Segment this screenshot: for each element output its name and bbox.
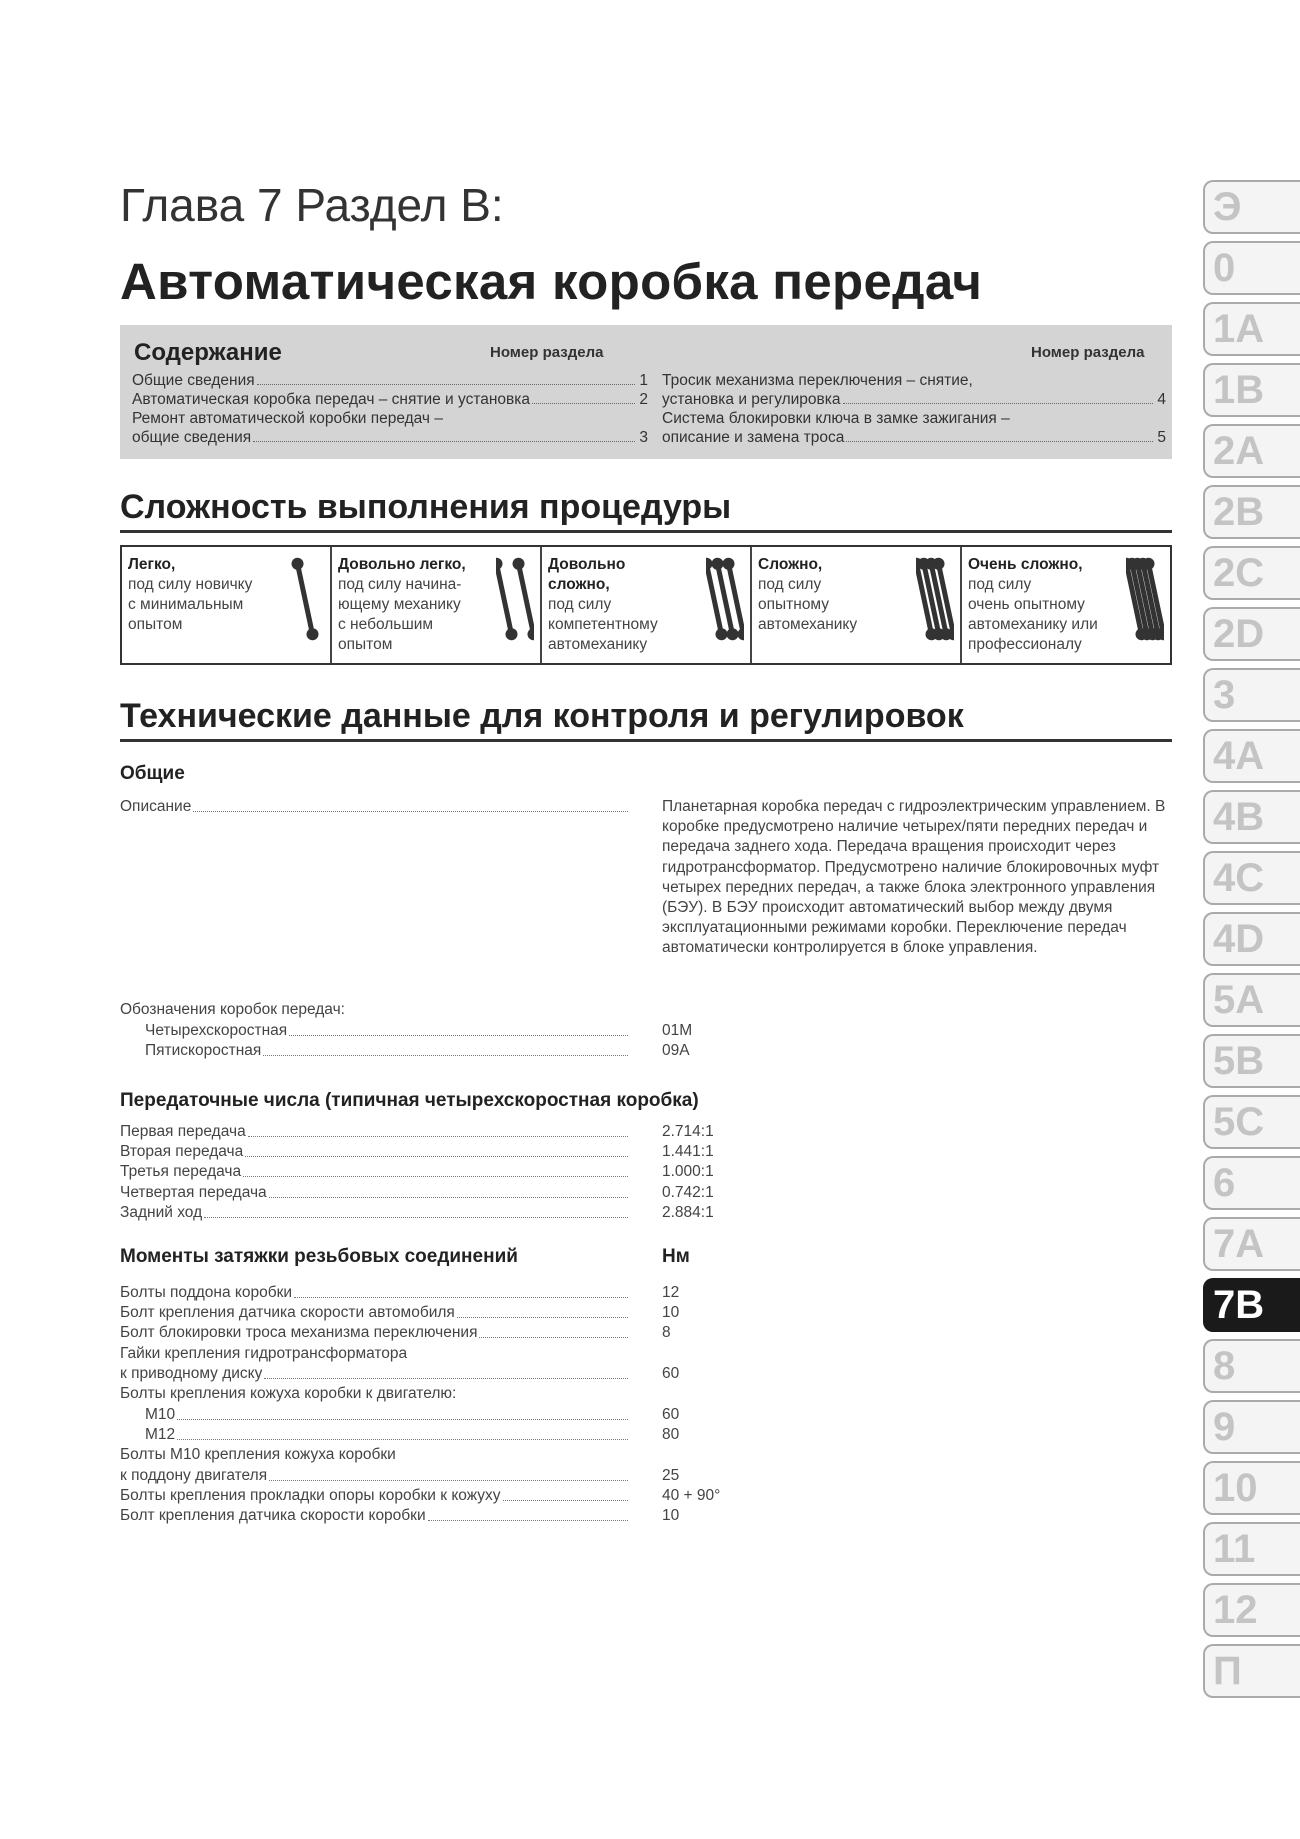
ratio-value: 0.742:1 — [662, 1184, 714, 1201]
ratio-value: 2.714:1 — [662, 1123, 714, 1140]
torque-label: к поддону двигателя — [120, 1467, 268, 1484]
designation-row — [145, 1021, 630, 1041]
contents-column-header-left: Номер раздела — [490, 344, 604, 361]
torque-row — [120, 1466, 630, 1486]
ratio-label: Первая передача — [120, 1123, 246, 1140]
difficulty-title: Довольно легко, — [338, 556, 466, 573]
torque-value: 25 — [662, 1467, 680, 1484]
chapter-tab-э[interactable]: Э — [1203, 180, 1300, 234]
chapter-tab-5c[interactable]: 5C — [1203, 1095, 1300, 1149]
difficulty-line: очень опытному — [968, 596, 1085, 613]
torque-label: M12 — [145, 1426, 176, 1443]
designation-name: Четырехскоростная — [145, 1022, 288, 1039]
torque-value: 60 — [662, 1365, 680, 1382]
toc-item-label: описание и замена троса — [662, 429, 845, 446]
torque-row — [120, 1303, 630, 1323]
contents-box — [120, 325, 1172, 459]
chapter-tab-4b[interactable]: 4B — [1203, 790, 1300, 844]
chapter-tab-12[interactable]: 12 — [1203, 1583, 1300, 1637]
difficulty-line: с минимальным — [128, 596, 244, 613]
designation-value: 09A — [662, 1042, 690, 1059]
torque-unit: Нм — [662, 1246, 690, 1267]
chapter-heading: Глава 7 Раздел В: — [120, 179, 504, 231]
wrench-level-2-icon — [496, 555, 534, 643]
ratios-subheading: Передаточные числа (типичная четырехскоростная коробка) — [120, 1090, 699, 1111]
wrench-level-4-icon — [916, 555, 954, 643]
chapter-tab-1b[interactable]: 1B — [1203, 363, 1300, 417]
chapter-tab-10[interactable]: 10 — [1203, 1461, 1300, 1515]
torque-row — [120, 1486, 630, 1506]
difficulty-title: Довольно — [548, 556, 626, 573]
torque-label: Болт блокировки троса механизма переключения — [120, 1324, 478, 1341]
difficulty-line: ющему механику — [338, 596, 461, 613]
chapter-tab-6[interactable]: 6 — [1203, 1156, 1300, 1210]
difficulty-level-3 — [542, 547, 752, 663]
toc-item-ignition[interactable] — [662, 409, 1166, 428]
chapter-tab-4d[interactable]: 4D — [1203, 912, 1300, 966]
toc-item-repair-cont[interactable] — [132, 428, 648, 447]
ratio-value: 1.441:1 — [662, 1143, 714, 1160]
torque-value: 12 — [662, 1284, 680, 1301]
ratio-value: 1.000:1 — [662, 1163, 714, 1180]
difficulty-line: автомеханику — [548, 636, 648, 653]
ratio-row — [120, 1142, 630, 1162]
general-subheading: Общие — [120, 763, 185, 784]
wrench-level-3-icon — [706, 555, 744, 643]
torque-value: 10 — [662, 1507, 680, 1524]
torque-value: 40 + 90° — [662, 1487, 721, 1504]
torque-row — [120, 1323, 630, 1343]
toc-item-general[interactable] — [132, 371, 648, 390]
torque-label: к приводному диску — [120, 1365, 263, 1382]
torque-row — [120, 1364, 630, 1384]
ratio-row — [120, 1183, 630, 1203]
chapter-tab-5b[interactable]: 5B — [1203, 1034, 1300, 1088]
contents-heading: Содержание — [134, 339, 282, 366]
torque-row — [145, 1425, 630, 1445]
torque-subheading: Моменты затяжки резьбовых соединений — [120, 1246, 518, 1267]
wrench-shape — [511, 557, 534, 642]
wrench-level-5-icon — [1126, 555, 1164, 643]
torque-value: 60 — [662, 1406, 680, 1423]
difficulty-line: под силу — [968, 576, 1032, 593]
difficulty-title: Очень сложно, — [968, 556, 1083, 573]
ratio-row — [120, 1122, 630, 1142]
torque-label: Гайки крепления гидротрансформатора — [120, 1345, 408, 1362]
designation-name: Пятискоростная — [145, 1042, 262, 1059]
difficulty-level-5 — [962, 547, 1170, 663]
toc-item-number: 3 — [639, 429, 648, 446]
difficulty-line: под силу — [548, 596, 612, 613]
ratio-row — [120, 1203, 630, 1223]
toc-item-number: 5 — [1157, 429, 1166, 446]
difficulty-line: опытом — [338, 636, 393, 653]
contents-column-header-right: Номер раздела — [1031, 344, 1145, 361]
toc-item-number: 2 — [639, 391, 648, 408]
chapter-tab-п[interactable]: П — [1203, 1644, 1300, 1698]
toc-item-label: Система блокировки ключа в замке зажигания – — [662, 410, 1010, 427]
chapter-tab-11[interactable]: 11 — [1203, 1522, 1300, 1576]
chapter-tab-7b[interactable]: 7B — [1203, 1278, 1300, 1332]
toc-item-label: Тросик механизма переключения – снятие, — [662, 372, 973, 389]
difficulty-line: под силу — [758, 576, 822, 593]
toc-item-number: 4 — [1157, 391, 1166, 408]
chapter-tab-0[interactable]: 0 — [1203, 241, 1300, 295]
difficulty-level-4 — [752, 547, 962, 663]
torque-value: 10 — [662, 1304, 680, 1321]
wrench-shape — [496, 557, 519, 642]
difficulty-level-2 — [332, 547, 542, 663]
designation-value: 01M — [662, 1022, 693, 1039]
difficulty-line: компетентному — [548, 616, 658, 633]
toc-item-label: Общие сведения — [132, 372, 255, 389]
toc-item-cable[interactable] — [662, 371, 1166, 390]
ratio-label: Четвертая передача — [120, 1184, 267, 1201]
tech-data-heading: Технические данные для контроля и регулировок — [120, 697, 1172, 742]
description-label: Описание — [120, 798, 192, 815]
torque-value: 80 — [662, 1426, 680, 1443]
difficulty-line: опытом — [128, 616, 183, 633]
difficulty-title: Сложно, — [758, 556, 823, 573]
chapter-tab-5a[interactable]: 5A — [1203, 973, 1300, 1027]
designation-row — [145, 1041, 630, 1061]
difficulty-line: с небольшим — [338, 616, 434, 633]
difficulty-line: автомеханику или — [968, 616, 1098, 633]
torque-row — [120, 1506, 630, 1526]
torque-label: Болт крепления датчика скорости коробки — [120, 1507, 426, 1524]
toc-item-ignition-cont[interactable] — [662, 428, 1166, 447]
description-row — [120, 797, 630, 817]
ratio-value: 2.884:1 — [662, 1204, 714, 1221]
ratio-row — [120, 1162, 630, 1182]
torque-label: Болты M10 крепления кожуха коробки — [120, 1446, 396, 1463]
chapter-tab-2d[interactable]: 2D — [1203, 607, 1300, 661]
chapter-tab-2c[interactable]: 2C — [1203, 546, 1300, 600]
toc-item-label: Ремонт автоматической коробки передач – — [132, 410, 443, 427]
chapter-tab-9[interactable]: 9 — [1203, 1400, 1300, 1454]
toc-item-cable-cont[interactable] — [662, 390, 1166, 409]
wrench-shape — [290, 557, 319, 642]
description-text: Планетарная коробка передач с гидроэлектрическим управлением. В коробке предусмотрено наличие четырех/пяти передних передач и передача заднего хода. Передача вращения происходит через гидротрансформатор. Предусмотрено наличие блокировочных муфт четырех передних передач, а также блока электронного управления (БЭУ). В БЭУ происходит автоматический выбор между двумя эксплуатационными режимами коробки. Переключение передач автоматически контролируется в блоке управления. — [662, 798, 1166, 957]
ratio-label: Задний ход — [120, 1204, 203, 1221]
difficulty-line: автомеханику — [758, 616, 858, 633]
chapter-tab-2b[interactable]: 2B — [1203, 485, 1300, 539]
wrench-level-1-icon — [286, 555, 324, 643]
toc-item-label: установка и регулировка — [662, 391, 841, 408]
difficulty-heading: Сложность выполнения процедуры — [120, 488, 1172, 533]
ratio-label: Вторая передача — [120, 1143, 244, 1160]
chapter-tab-3[interactable]: 3 — [1203, 668, 1300, 722]
chapter-tab-2a[interactable]: 2A — [1203, 424, 1300, 478]
torque-label: Болты поддона коробки — [120, 1284, 293, 1301]
toc-item-repair[interactable] — [132, 409, 648, 428]
toc-item-removal[interactable] — [132, 390, 648, 409]
chapter-tab-8[interactable]: 8 — [1203, 1339, 1300, 1393]
difficulty-title-cont: сложно, — [548, 576, 610, 593]
chapter-tab-4c[interactable]: 4C — [1203, 851, 1300, 905]
chapter-tab-4a[interactable]: 4A — [1203, 729, 1300, 783]
difficulty-line: опытному — [758, 596, 830, 613]
difficulty-level-1 — [122, 547, 332, 663]
toc-item-label: Автоматическая коробка передач – снятие и установка — [132, 391, 531, 408]
torque-value: 8 — [662, 1324, 671, 1341]
difficulty-line: профессионалу — [968, 636, 1082, 653]
difficulty-line: под силу новичку — [128, 576, 253, 593]
torque-label: Болты крепления прокладки опоры коробки к кожуху — [120, 1487, 501, 1504]
torque-label: Болты крепления кожуха коробки к двигателю: — [120, 1385, 457, 1402]
difficulty-title: Легко, — [128, 556, 176, 573]
ratio-label: Третья передача — [120, 1163, 242, 1180]
toc-item-number: 1 — [639, 372, 648, 389]
toc-item-label: общие сведения — [132, 429, 252, 446]
torque-label: Болт крепления датчика скорости автомобиля — [120, 1304, 455, 1321]
torque-label: M10 — [145, 1406, 176, 1423]
chapter-tab-7a[interactable]: 7A — [1203, 1217, 1300, 1271]
difficulty-line: под силу начина- — [338, 576, 462, 593]
chapter-title: Автоматическая коробка передач — [120, 253, 983, 310]
torque-row — [120, 1283, 630, 1303]
chapter-tab-1a[interactable]: 1A — [1203, 302, 1300, 356]
difficulty-box — [120, 545, 1172, 665]
torque-row — [145, 1405, 630, 1425]
designation-label: Обозначения коробок передач: — [120, 1001, 345, 1018]
